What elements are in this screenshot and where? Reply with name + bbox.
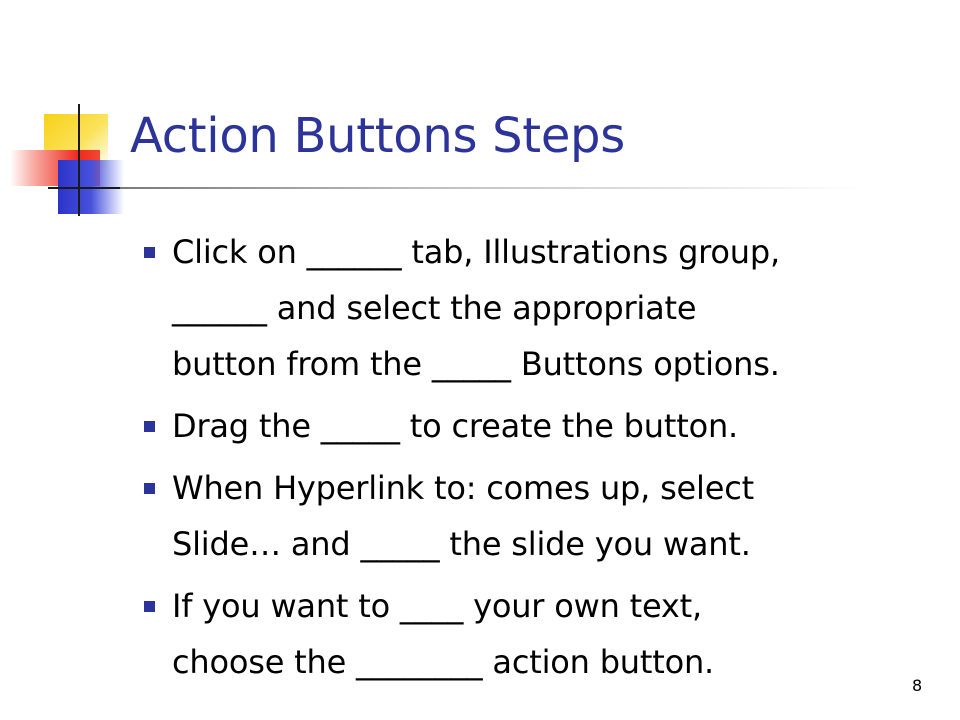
bullet-square-icon [144,421,155,432]
page-number: 8 [912,676,923,695]
bullet-text-line: Click on ______ tab, Illustrations group, [172,233,780,271]
bullet-text-line: Slide… and _____ the slide you want. [172,525,751,563]
bullet-text-line: If you want to ____ your own text, [172,587,702,625]
bullet-list [144,224,944,696]
bullet-text-line: button from the _____ Buttons options. [172,345,780,383]
bullet-square-icon [144,601,155,612]
decorative-vertical-line [78,104,80,216]
title-underline [120,187,865,189]
bullet-item [144,224,944,392]
slide-title: Action Buttons Steps [130,108,625,164]
bullet-text-line: Drag the _____ to create the button. [172,407,739,445]
bullet-text-line: ______ and select the appropriate [172,289,697,327]
bullet-square-icon [144,483,155,494]
decorative-horizontal-line [48,187,120,189]
bullet-text-line: choose the ________ action button. [172,643,715,681]
bullet-item [144,460,944,572]
bullet-text-line: When Hyperlink to: comes up, select [172,469,754,507]
bullet-square-icon [144,247,155,258]
bullet-item [144,578,944,690]
bullet-item [144,398,944,454]
